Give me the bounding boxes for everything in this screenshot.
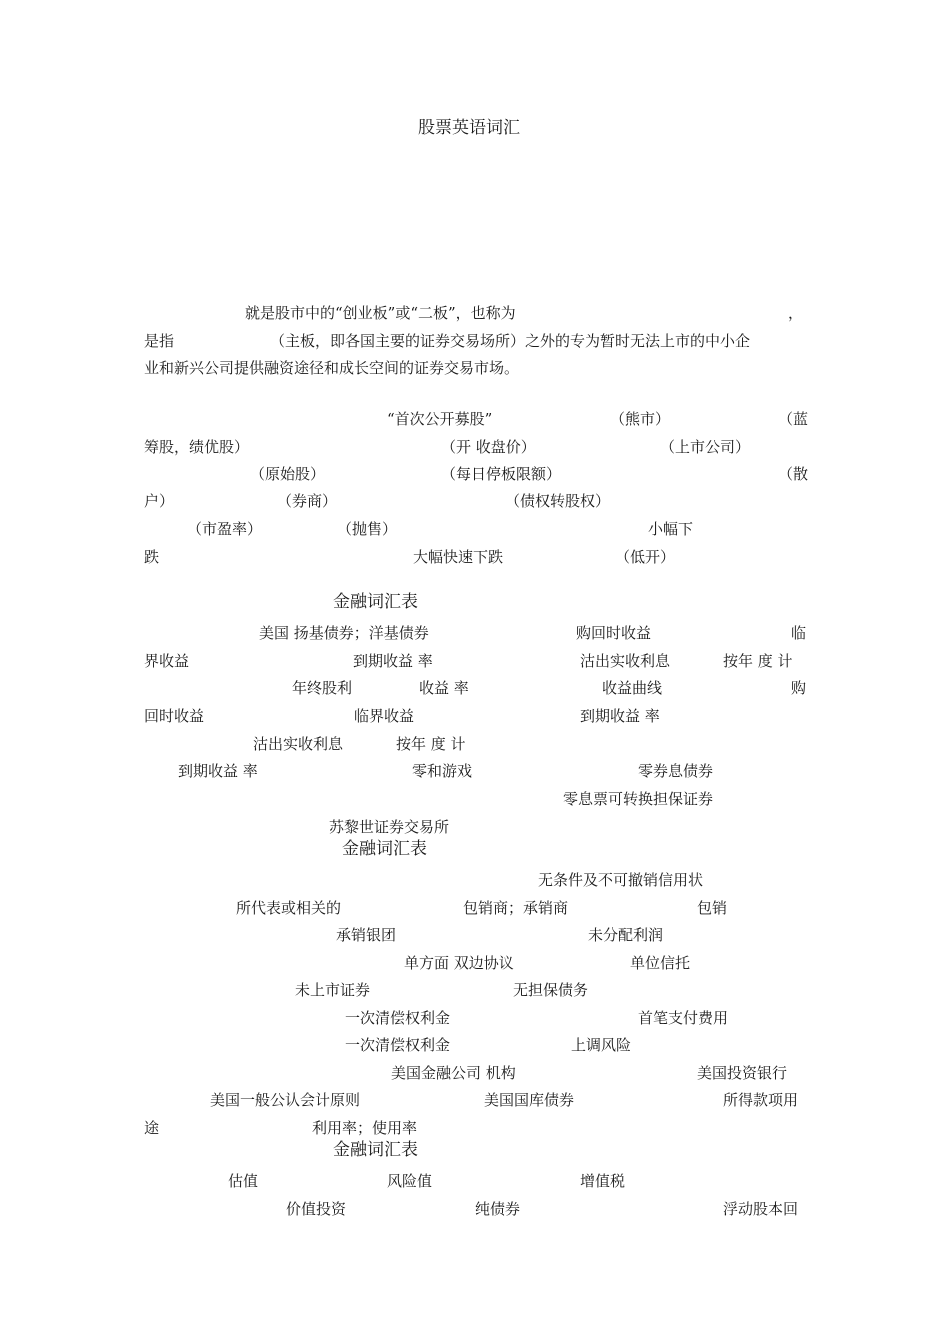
s1-term: 按年 度 计 bbox=[396, 735, 466, 753]
term-dip-start: 小幅下 bbox=[648, 520, 694, 538]
s3-term: 浮动股本回 bbox=[723, 1200, 799, 1218]
s2-term: 承销银团 bbox=[336, 926, 397, 944]
s2-term: 上调风险 bbox=[571, 1036, 632, 1054]
intro-line-1: 就是股市中的“创业板”或“二板”，也称为 bbox=[245, 304, 516, 322]
s2-term: 单方面 双边协议 bbox=[404, 954, 514, 972]
term-open-close: （开 收盘价） bbox=[441, 438, 536, 456]
s2-term: 单位信托 bbox=[630, 954, 691, 972]
term-pe-ratio: （市盈率） bbox=[187, 520, 263, 538]
s2-term: 包销 bbox=[697, 899, 728, 917]
term-bluechip-start: （蓝 bbox=[778, 410, 809, 428]
term-plunge: 大幅快速下跌 bbox=[413, 548, 504, 566]
s2-term: 所得款项用 bbox=[723, 1091, 799, 1109]
s1-term: 美国 扬基债券；洋基债券 bbox=[259, 624, 429, 642]
s2-term: 首笔支付费用 bbox=[638, 1009, 729, 1027]
s2-term: 美国投资银行 bbox=[697, 1064, 788, 1082]
s1-term: 零和游戏 bbox=[412, 762, 473, 780]
s1-term: 临界收益 bbox=[354, 707, 415, 725]
s2-term: 美国国库债券 bbox=[484, 1091, 575, 1109]
s2-term: 一次清偿权利金 bbox=[345, 1036, 451, 1054]
term-listed-company: （上市公司） bbox=[660, 438, 751, 456]
term-bear-market: （熊市） bbox=[610, 410, 671, 428]
intro-line-1-comma: ， bbox=[788, 304, 804, 322]
term-dip-end: 跌 bbox=[144, 548, 160, 566]
page-title: 股票英语词汇 bbox=[418, 118, 520, 138]
s1-term: 沽出实收利息 bbox=[253, 735, 344, 753]
s1-term: 按年 度 计 bbox=[723, 652, 793, 670]
term-ipo: “首次公开募股” bbox=[387, 410, 493, 428]
s2-term: 一次清偿权利金 bbox=[345, 1009, 451, 1027]
section-1-heading: 金融词汇表 bbox=[333, 592, 418, 612]
s1-term: 购回时收益 bbox=[576, 624, 652, 642]
intro-line-2: （主板，即各国主要的证券交易场所）之外的专为暂时无法上市的中小企 bbox=[270, 332, 751, 350]
s3-term: 估值 bbox=[228, 1172, 259, 1190]
s2-term: 利用率；使用率 bbox=[312, 1119, 418, 1137]
s2-term: 无担保债务 bbox=[513, 981, 589, 999]
s2-term: 包销商；承销商 bbox=[463, 899, 569, 917]
s3-term: 纯债券 bbox=[475, 1200, 521, 1218]
term-low-open: （低开） bbox=[615, 548, 676, 566]
s1-term: 到期收益 率 bbox=[178, 762, 258, 780]
s1-term: 收益曲线 bbox=[602, 679, 663, 697]
s2-term: 无条件及不可撤销信用状 bbox=[538, 871, 704, 889]
s2-term: 未上市证券 bbox=[295, 981, 371, 999]
intro-line-3: 业和新兴公司提供融资途径和成长空间的证券交易市场。 bbox=[144, 359, 520, 377]
term-daily-limit: （每日停板限额） bbox=[441, 465, 562, 483]
s1-term: 年终股利 bbox=[292, 679, 353, 697]
s1-term: 到期收益 率 bbox=[580, 707, 660, 725]
term-debt-equity-swap: （债权转股权） bbox=[505, 492, 611, 510]
term-original-stock: （原始股） bbox=[250, 465, 326, 483]
s1-term: 到期收益 率 bbox=[353, 652, 433, 670]
section-2-heading: 金融词汇表 bbox=[342, 839, 427, 859]
term-retail-end: 户） bbox=[144, 492, 175, 510]
s1-term: 购 bbox=[791, 679, 807, 697]
s3-term: 风险值 bbox=[387, 1172, 433, 1190]
s1-term: 沽出实收利息 bbox=[580, 652, 671, 670]
s1-term: 零券息债券 bbox=[638, 762, 714, 780]
intro-line-2-start: 是指 bbox=[144, 332, 175, 350]
section-3-heading: 金融词汇表 bbox=[333, 1140, 418, 1160]
term-broker: （券商） bbox=[277, 492, 338, 510]
s2-term: 美国一般公认会计原则 bbox=[210, 1091, 361, 1109]
s2-term: 途 bbox=[144, 1119, 160, 1137]
s2-term: 所代表或相关的 bbox=[236, 899, 342, 917]
s1-term: 回时收益 bbox=[144, 707, 205, 725]
s1-term: 苏黎世证券交易所 bbox=[329, 818, 450, 836]
s1-term: 收益 率 bbox=[419, 679, 469, 697]
term-sell-off: （抛售） bbox=[337, 520, 398, 538]
s1-term: 零息票可转换担保证券 bbox=[563, 790, 714, 808]
s3-term: 增值税 bbox=[580, 1172, 626, 1190]
term-retail-start: （散 bbox=[778, 465, 809, 483]
s2-term: 美国金融公司 机构 bbox=[391, 1064, 516, 1082]
s2-term: 未分配利润 bbox=[588, 926, 664, 944]
s1-term: 界收益 bbox=[144, 652, 190, 670]
s1-term: 临 bbox=[791, 624, 807, 642]
s3-term: 价值投资 bbox=[286, 1200, 347, 1218]
term-bluechip-end: 筹股，绩优股） bbox=[144, 438, 250, 456]
